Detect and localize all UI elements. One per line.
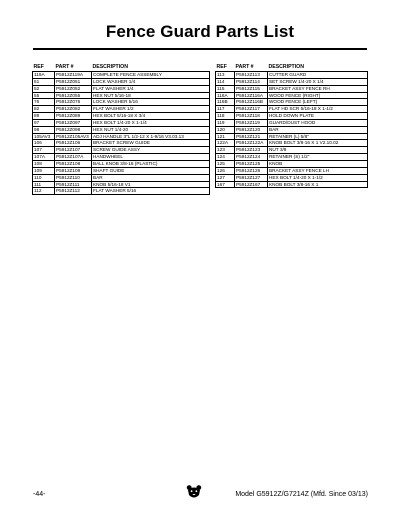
description-cell: HEX BOLT 5/16-18 X 3/4 [92,113,210,120]
description-cell: KNOB [268,160,368,167]
part-number-cell: P5912Z127 [235,174,268,181]
table-row [216,92,368,99]
ref-cell: 119 [216,119,235,126]
ref-cell: 115 [216,85,235,92]
description-cell: KNOB 5/16-18 V1 [92,181,210,188]
description-cell: ADJ HANDLE 3"L 1/2-12 X 1-9/16 V3.03.13 [92,133,210,140]
description-cell: BRACKET ASSY FENCE LH [268,167,368,174]
description-cell: KNOB BOLT 3/8-16 X 1 V2.10.02 [268,140,368,147]
description-cell: FLAT WASHER 1/2 [92,106,210,113]
ref-cell: 112 [33,188,55,195]
ref-cell: 107A [33,154,55,161]
ref-cell: 127 [216,174,235,181]
ref-cell: 126 [216,167,235,174]
table-row [216,181,368,188]
table-row [33,133,210,140]
ref-cell: 55 [33,92,55,99]
description-cell: RETAINER (L) 5/8" [268,133,368,140]
part-number-cell: P5912Z109 [55,167,92,174]
table-row [216,147,368,154]
table-row [33,174,210,181]
table-row [216,126,368,133]
table-row [33,119,210,126]
table-row [33,147,210,154]
parts-table-left-body [33,72,210,195]
table-header-row [33,64,210,72]
description-cell: BRACKET SCREW GUIDE [92,140,210,147]
description-cell: HEX BOLT 1/4-20 X 1-1/2 [268,174,368,181]
ref-cell: 51 [33,78,55,85]
part-number-cell: P5912Z076 [55,99,92,106]
part-number-cell: P5912Z106 [55,140,92,147]
part-number-cell: P5912Z111 [55,181,92,188]
description-cell: HEX NUT 1/4-20 [92,126,210,133]
description-cell: SHAFT GUIDE [92,167,210,174]
table-row [216,174,368,181]
part-number-cell: P5912Z097 [55,119,92,126]
description-cell: CUTTER GUARD [268,72,368,79]
ref-cell: 116B [216,99,235,106]
table-row [33,85,210,92]
model-label: Model G5912Z/G7214Z (Mfd. Since 03/13) [235,491,368,498]
part-number-cell: P5912Z121 [235,133,268,140]
part-number-cell: P5912Z114 [235,78,268,85]
description-cell: LOCK WASHER 5/16 [92,99,210,106]
table-row [33,126,210,133]
part-number-cell: P5912Z119 [235,119,268,126]
parts-table-left [32,64,210,195]
description-cell: HEX NUT 5/16-18 [92,92,210,99]
part-number-cell: P5912Z098 [55,126,92,133]
column-part: PART # [55,64,92,72]
part-number-cell: P5912Z113 [235,72,268,79]
ref-cell: 120 [216,126,235,133]
table-header-row [216,64,368,72]
ref-cell: 117 [216,106,235,113]
table-row [33,113,210,120]
page-number: -44- [33,491,46,498]
part-number-cell: P5912Z115 [235,85,268,92]
table-row [33,106,210,113]
bear-head-logo-icon [186,484,202,500]
part-number-cell: P5912Z110 [55,174,92,181]
part-number-cell: P5912Z105AV3 [55,133,92,140]
part-number-cell: P5912Z116A [235,92,268,99]
column-ref: REF [216,64,235,72]
part-number-cell: P5912Z117 [235,106,268,113]
part-number-cell: P5912Z051 [55,78,92,85]
table-row [216,106,368,113]
ref-cell: 106 [33,140,55,147]
description-cell: KNOB BOLT 3/8-16 X 1 [268,181,368,188]
table-row [216,160,368,167]
parts-table-right-body [216,72,368,188]
part-number-cell: P5912Z055 [55,92,92,99]
description-cell: FLAT WASHER 5/16 [92,188,210,195]
description-cell: SCREW GUIDE ASSY [92,147,210,154]
part-number-cell: P5912Z118 [235,113,268,120]
table-row [33,154,210,161]
table-row [33,99,210,106]
part-number-cell: P5912Z120 [235,126,268,133]
ref-cell: 167 [216,181,235,188]
table-row [33,167,210,174]
part-number-cell: P5912Z089 [55,113,92,120]
table-row [216,72,368,79]
parts-table-right [215,64,368,188]
ref-cell: 124 [216,154,235,161]
part-number-cell: P5912Z112 [55,188,92,195]
part-number-cell: P5912Z126 [235,167,268,174]
table-row [33,160,210,167]
part-number-cell: P5912Z108 [55,160,92,167]
ref-cell: 110 [33,174,55,181]
part-number-cell: P5912Z052 [55,85,92,92]
ref-cell: 116A [216,92,235,99]
part-number-cell: P5912Z119A [55,72,92,79]
part-number-cell: P5912Z167 [235,181,268,188]
table-row [33,78,210,85]
ref-cell: 108 [33,160,55,167]
ref-cell: 109 [33,167,55,174]
table-row [216,154,368,161]
ref-cell: 123 [216,147,235,154]
table-row [216,78,368,85]
column-description: DESCRIPTION [268,64,368,72]
column-description: DESCRIPTION [92,64,210,72]
table-row [216,85,368,92]
table-row [33,140,210,147]
ref-cell: 114 [216,78,235,85]
ref-cell: 105AV3 [33,133,55,140]
part-number-cell: P5912Z082 [55,106,92,113]
ref-cell: 82 [33,106,55,113]
table-row [216,140,368,147]
description-cell: FLAT HD SCR 5/16-18 X 1-1/2 [268,106,368,113]
table-row [33,72,210,79]
ref-cell: 98 [33,126,55,133]
part-number-cell: P5912Z107 [55,147,92,154]
description-cell: LOCK WASHER 1/4 [92,78,210,85]
ref-cell: 107 [33,147,55,154]
part-number-cell: P5912Z123 [235,147,268,154]
description-cell: BAR [268,126,368,133]
title-rule [33,48,367,50]
table-row [216,167,368,174]
description-cell: WOOD FENCE (LEFT) [268,99,368,106]
table-row [216,99,368,106]
part-number-cell: P5912Z116B [235,99,268,106]
part-number-cell: P5912Z122A [235,140,268,147]
description-cell: WOOD FENCE (RIGHT) [268,92,368,99]
description-cell: BRACKET ASSY FENCE RH [268,85,368,92]
table-row [33,188,210,195]
description-cell: BAR [92,174,210,181]
ref-cell: 113 [216,72,235,79]
table-row [216,113,368,120]
ref-cell: 76 [33,99,55,106]
page-title: Fence Guard Parts List [105,22,295,41]
description-cell: HEX BOLT 1/4-20 X 1-1/4 [92,119,210,126]
ref-cell: 122A [216,140,235,147]
part-number-cell: P5912Z124 [235,154,268,161]
ref-cell: 89 [33,113,55,120]
part-number-cell: P5912Z107A [55,154,92,161]
ref-cell: 125 [216,160,235,167]
description-cell: GUARD/DUST HOOD [268,119,368,126]
ref-cell: 121 [216,133,235,140]
description-cell: COMPLETE FENCE ASSEMBLY [92,72,210,79]
description-cell: RETAINER (S) 1/2" [268,154,368,161]
description-cell: FLAT WASHER 1/4 [92,85,210,92]
description-cell: SET SCREW 1/4-20 X 1/4 [268,78,368,85]
table-row [33,92,210,99]
description-cell: NUT 3/8 [268,147,368,154]
ref-cell: 97 [33,119,55,126]
description-cell: HOLD DOWN PLATE [268,113,368,120]
description-cell: HANDWHEEL [92,154,210,161]
column-part: PART # [235,64,268,72]
table-row [216,119,368,126]
part-number-cell: P5912Z125 [235,160,268,167]
description-cell: BALL KNOB 3/8-16 (PLASTIC) [92,160,210,167]
table-row [33,181,210,188]
ref-cell: 52 [33,85,55,92]
ref-cell: 119A [33,72,55,79]
column-ref: REF [33,64,55,72]
ref-cell: 111 [33,181,55,188]
table-row [216,133,368,140]
ref-cell: 118 [216,113,235,120]
